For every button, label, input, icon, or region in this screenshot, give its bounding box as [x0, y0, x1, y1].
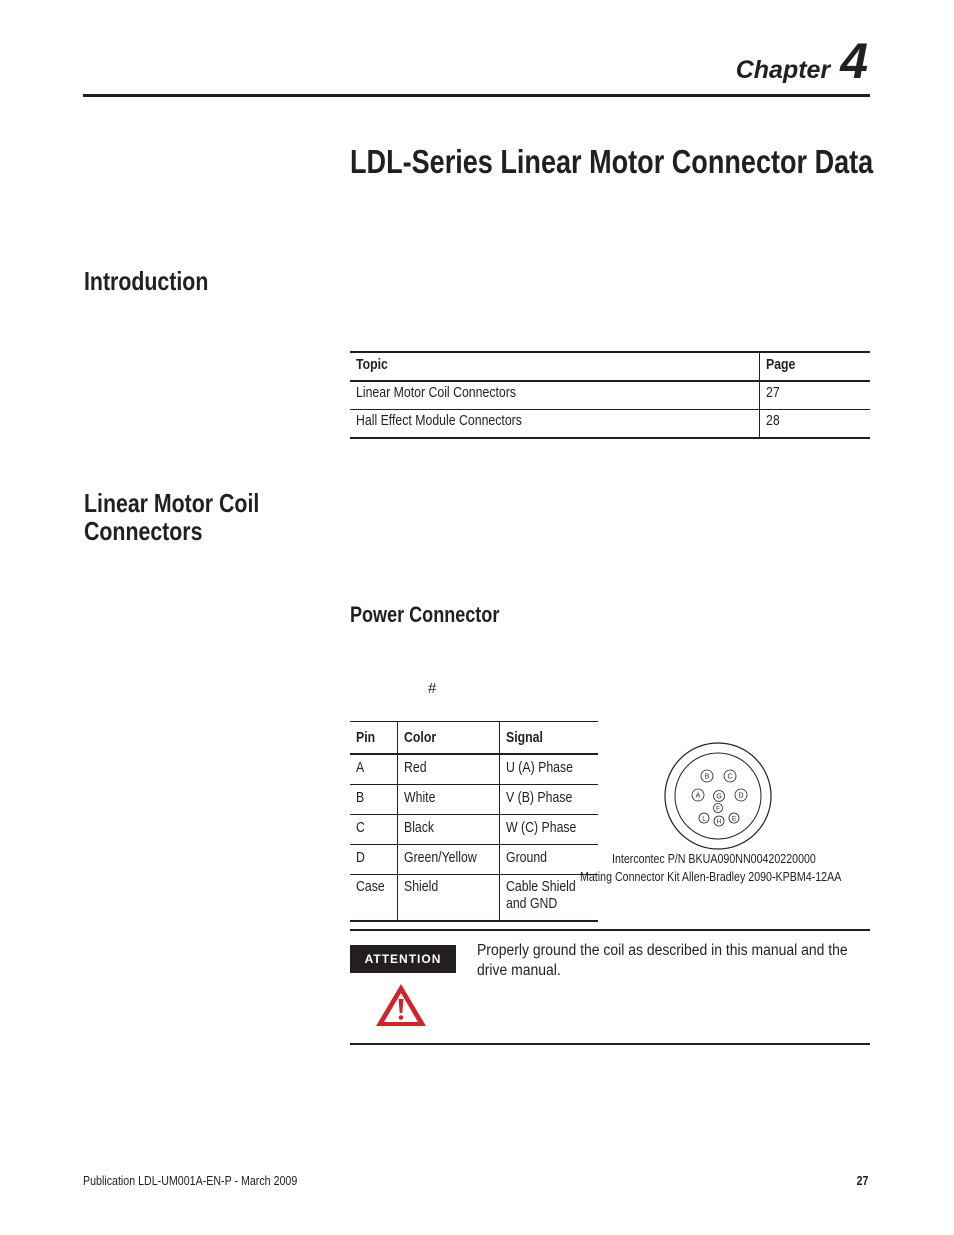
topic-table — [350, 351, 870, 439]
chapter-word: Chapter — [735, 56, 831, 84]
signal-cell: V (B) Phase — [499, 785, 597, 815]
pin-cell: D — [350, 845, 398, 875]
svg-text:H: H — [716, 818, 722, 826]
signal-cell: Ground — [499, 845, 597, 875]
connector-pin-b — [701, 770, 713, 782]
coil-connectors-heading: Linear Motor Coil Connectors — [84, 488, 260, 546]
introduction-heading: Introduction — [84, 266, 209, 296]
table-row — [350, 875, 598, 922]
connector-part-number-caption: Intercontec P/N BKUA090NN00420220000 — [612, 851, 816, 866]
color-header: Color — [398, 722, 500, 755]
color-cell: Shield — [398, 875, 500, 922]
connector-pin-l — [699, 813, 709, 823]
connector-pin-c — [724, 770, 736, 782]
hash-mark: # — [428, 680, 437, 697]
page-title: LDL-Series Linear Motor Connector Data — [350, 143, 874, 180]
color-cell: White — [398, 785, 500, 815]
svg-text:C: C — [727, 773, 733, 781]
footer-page-number: 27 — [856, 1173, 868, 1188]
table-row — [350, 410, 870, 439]
pin-header: Pin — [350, 722, 398, 755]
table-row — [350, 815, 598, 845]
svg-text:A: A — [695, 792, 701, 800]
pin-table-header — [350, 722, 598, 755]
topic-header: Topic — [350, 352, 760, 381]
svg-text:L: L — [702, 815, 706, 823]
color-cell: Red — [398, 754, 500, 785]
attention-box — [350, 929, 870, 1045]
footer-publication: Publication LDL-UM001A-EN-P - March 2009 — [83, 1173, 298, 1188]
pin-cell: A — [356, 759, 365, 776]
table-row — [350, 845, 598, 875]
topic-table-header — [350, 352, 870, 381]
svg-text:F: F — [716, 806, 720, 813]
connector-pin-g — [714, 791, 725, 802]
page-header: Page — [760, 352, 871, 381]
signal-header: Signal — [499, 722, 597, 755]
attention-label: ATTENTION — [350, 945, 456, 973]
header-rule — [83, 94, 870, 97]
svg-text:G: G — [716, 793, 722, 801]
signal-cell: W (C) Phase — [499, 815, 597, 845]
attention-text: Properly ground the coil as described in this manual and the drive manual. — [477, 942, 848, 979]
connector-pin-f — [714, 804, 723, 813]
pin-table — [350, 721, 598, 922]
signal-cell: U (A) Phase — [499, 754, 597, 785]
connector-pinout-diagram — [664, 742, 774, 852]
pin-cell: B — [350, 785, 398, 815]
connector-pin-h — [714, 816, 724, 826]
mating-kit-caption: Mating Connector Kit Allen-Bradley 2090-KPBM4-12AA — [580, 869, 842, 884]
page-cell: 27 — [760, 381, 871, 410]
table-row — [350, 785, 598, 815]
color-cell: Black — [398, 815, 500, 845]
table-row — [350, 381, 870, 410]
pin-cell: C — [350, 815, 398, 845]
warning-exclamation-dot — [399, 1015, 404, 1020]
svg-text:D: D — [738, 792, 744, 800]
chapter-number: 4 — [840, 33, 868, 89]
connector-pin-a — [692, 789, 704, 801]
connector-pin-d — [735, 789, 747, 801]
signal-cell: Cable Shield and GND — [499, 875, 597, 922]
connector-pin-e — [729, 813, 739, 823]
svg-text:E: E — [731, 815, 737, 823]
topic-cell: Hall Effect Module Connectors — [350, 410, 760, 439]
color-cell: Green/Yellow — [398, 845, 500, 875]
warning-triangle-icon — [373, 981, 429, 1029]
power-connector-heading: Power Connector — [350, 602, 500, 627]
table-row — [350, 754, 598, 785]
pin-cell: Case — [350, 875, 398, 922]
topic-cell: Linear Motor Coil Connectors — [356, 384, 516, 401]
chapter-label — [736, 32, 868, 90]
svg-text:B: B — [704, 773, 710, 781]
page-cell: 28 — [760, 410, 871, 439]
